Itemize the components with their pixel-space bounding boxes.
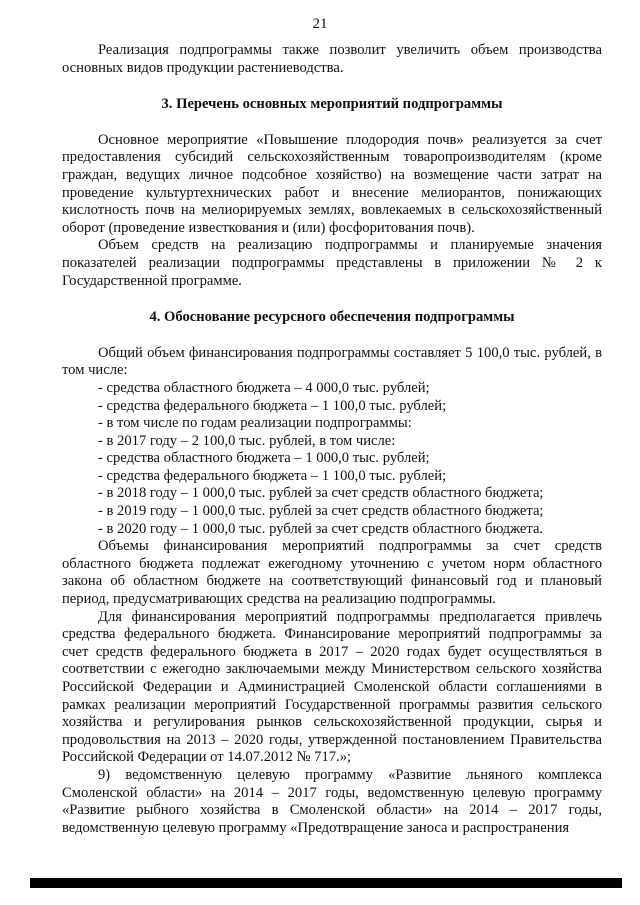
- page-number: 21: [312, 16, 328, 32]
- section-4-paragraph: Объемы финансирования мероприятий подпрограммы за счет средств областного бюджета подлежат ежегодному уточнению с учетом норм областного закона об областном бюджете на соответствующий финансовый год и плановый период, предусматривающих средства на реализацию подпрограммы.: [62, 538, 602, 608]
- section-4-paragraph: 9) ведомственную целевую программу «Развитие льняного комплекса Смоленской области» на 2014 – 2017 годы, ведомственную целевую программу «Развитие рыбного хозяйства в Смоленской области» на 2014 – 2017 годы, ведомственную целевую программу «Предотвращение заноса и распространения: [62, 766, 602, 836]
- funding-list-item: - средства федерального бюджета – 1 100,0 тыс. рублей;: [98, 467, 447, 484]
- funding-list-item: - средства областного бюджета – 4 000,0 тыс. рублей;: [98, 379, 430, 396]
- section-3-paragraph: Основное мероприятие «Повышение плодородия почв» реализуется за счет предоставления субсидий сельскохозяйственным товаропроизводителям (кроме граждан, ведущих личное подсобное хозяйство) на возмещение части затрат на проведение культуртехнических работ и внесение мелиорантов, понижающих кислотность почв на мелиорируемых землях, вовлекаемых в сельскохозяйственный оборот (проведение известкования и (или) фосфоритования почв).: [62, 131, 602, 236]
- funding-list-item: - в 2017 году – 2 100,0 тыс. рублей, в том числе:: [98, 432, 396, 449]
- section-4-heading: 4. Обоснование ресурсного обеспечения подпрограммы: [149, 309, 515, 326]
- section-3-paragraph: Объем средств на реализацию подпрограммы и планируемые значения показателей реализации подпрограммы представлены в приложении № 2 к Государственной программе.: [62, 237, 602, 289]
- intro-paragraph: Реализация подпрограммы также позволит увеличить объем производства основных видов продукции растениеводства.: [62, 42, 602, 76]
- section-4-lead: Общий объем финансирования подпрограммы составляет 5 100,0 тыс. рублей, в том числе:: [62, 344, 602, 379]
- section-4-paragraph: Для финансирования мероприятий подпрограммы предполагается привлечь средства федерального бюджета. Финансирование мероприятий подпрограммы за счет средств федерального бюджета в 2017 – 2020 годах будет осуществляться в соответствии с ежегодно заключаемыми между Министерством сельского хозяйства Российской Федерации и Администрацией Смоленской области соглашениями в рамках реализации мероприятий Государственной программы развития сельского хозяйства и регулирования рынков сельскохозяйственной продукции, сырья и продовольствия на 2013 – 2020 годы, утвержденной постановлением Правительства Российской Федерации от 14.07.2012 № 717.»;: [62, 608, 602, 766]
- funding-list-item: - в 2019 году – 1 000,0 тыс. рублей за счет средств областного бюджета;: [98, 503, 544, 520]
- funding-list-item: - в 2018 году – 1 000,0 тыс. рублей за счет средств областного бюджета;: [98, 485, 544, 502]
- funding-list-item: - в том числе по годам реализации подпрограммы:: [98, 415, 412, 432]
- funding-list-item: - в 2020 году – 1 000,0 тыс. рублей за счет средств областного бюджета.: [98, 520, 544, 537]
- funding-list-item: - средства федерального бюджета – 1 100,0 тыс. рублей;: [98, 397, 447, 414]
- document-body: [62, 42, 602, 837]
- section-3-heading: 3. Перечень основных мероприятий подпрограммы: [161, 96, 503, 113]
- funding-list-item: - средства областного бюджета – 1 000,0 тыс. рублей;: [98, 450, 430, 467]
- bottom-scan-bar: [30, 878, 622, 888]
